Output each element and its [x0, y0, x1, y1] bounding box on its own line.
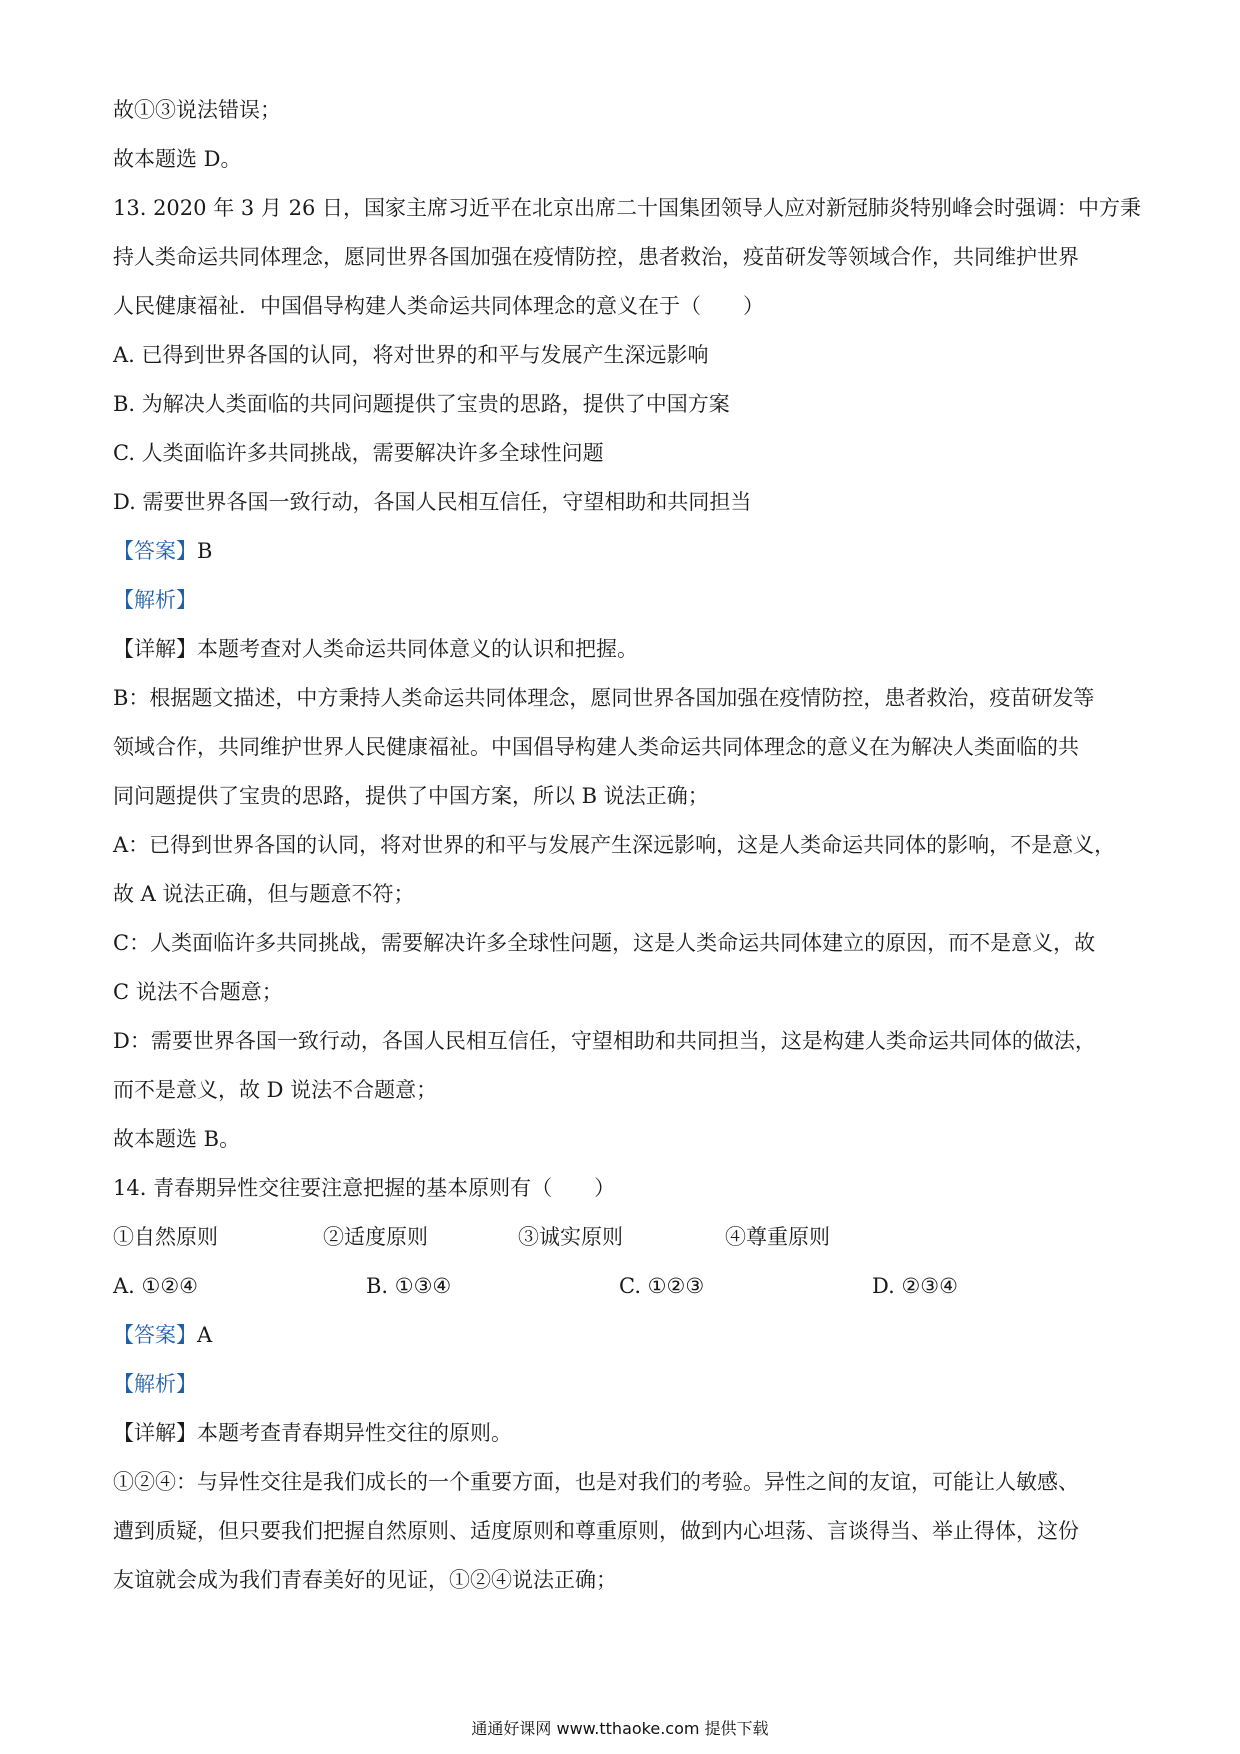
- answer-label: 【答案】: [113, 1323, 197, 1347]
- answer-value: B: [197, 539, 213, 563]
- detail-line: 而不是意义，故 D 说法不合题意；: [113, 1078, 438, 1102]
- question-13-analysis-label: 【解析】: [113, 588, 197, 612]
- detail-line: ①②④：与异性交往是我们成长的一个重要方面，也是对我们的考验。异性之间的友谊，可能让人敏感、: [113, 1470, 1079, 1494]
- question-14-stem: 14. 青春期异性交往要注意把握的基本原则有（ ）: [113, 1176, 616, 1200]
- question-14-item: ③诚实原则: [518, 1225, 623, 1249]
- question-13-option-b: B. 为解决人类面临的共同问题提供了宝贵的思路，提供了中国方案: [113, 392, 730, 416]
- question-13-option-d: D. 需要世界各国一致行动，各国人民相互信任，守望相助和共同担当: [113, 490, 752, 514]
- text-line: 故①③说法错误；: [113, 98, 281, 122]
- question-13-stem: 持人类命运共同体理念，愿同世界各国加强在疫情防控，患者救治，疫苗研发等领域合作，共同维护世界: [113, 245, 1079, 269]
- answer-value: A: [197, 1323, 213, 1347]
- detail-line: C 说法不合题意；: [113, 980, 283, 1004]
- question-14-option-b: B. ①③④: [366, 1274, 452, 1298]
- text-line: 故本题选 D。: [113, 147, 242, 171]
- detail-line: 遭到质疑，但只要我们把握自然原则、适度原则和尊重原则，做到内心坦荡、言谈得当、举止得体，这份: [113, 1519, 1079, 1543]
- question-13-stem: 人民健康福祉．中国倡导构建人类命运共同体理念的意义在于（ ）: [113, 294, 764, 318]
- question-14-item: ①自然原则: [113, 1225, 218, 1249]
- detail-line: C：人类面临许多共同挑战，需要解决许多全球性问题，这是人类命运共同体建立的原因，而不是意义，故: [113, 931, 1096, 955]
- detail-line: 故 A 说法正确，但与题意不符；: [113, 882, 415, 906]
- detail-line: B：根据题文描述，中方秉持人类命运共同体理念，愿同世界各国加强在疫情防控，患者救治，疫苗研发等: [113, 686, 1095, 710]
- answer-label: 【答案】: [113, 539, 197, 563]
- question-14-option-a: A. ①②④: [113, 1274, 198, 1298]
- detail-line: 同问题提供了宝贵的思路，提供了中国方案，所以 B 说法正确；: [113, 784, 709, 808]
- question-14-item: ②适度原则: [323, 1225, 428, 1249]
- detail-line: 友谊就会成为我们青春美好的见证，①②④说法正确；: [113, 1568, 617, 1592]
- question-14-item: ④尊重原则: [725, 1225, 830, 1249]
- question-13-answer: [113, 536, 212, 566]
- page-footer: 通通好课网 www.tthaoke.com 提供下载: [471, 1719, 769, 1738]
- question-14-option-d: D. ②③④: [872, 1274, 958, 1298]
- question-13-option-c: C. 人类面临许多共同挑战，需要解决许多全球性问题: [113, 441, 604, 465]
- detail-line: 故本题选 B。: [113, 1127, 241, 1151]
- question-14-answer: [113, 1320, 212, 1350]
- detail-line: D：需要世界各国一致行动，各国人民相互信任，守望相助和共同担当，这是构建人类命运共同体的做法，: [113, 1029, 1096, 1053]
- detail-line: A：已得到世界各国的认同，将对世界的和平与发展产生深远影响，这是人类命运共同体的影响，不是意义，: [113, 833, 1116, 857]
- question-14-analysis-label: 【解析】: [113, 1372, 197, 1396]
- question-13-stem: 13. 2020 年 3 月 26 日，国家主席习近平在北京出席二十国集团领导人应对新冠肺炎特别峰会时强调：中方秉: [113, 196, 1141, 220]
- detail-line: 领域合作，共同维护世界人民健康福祉。中国倡导构建人类命运共同体理念的意义在为解决人类面临的共: [113, 735, 1079, 759]
- detail-line: 【详解】本题考查青春期异性交往的原则。: [113, 1421, 512, 1445]
- question-13-option-a: A. 已得到世界各国的认同，将对世界的和平与发展产生深远影响: [113, 343, 709, 367]
- detail-line: 【详解】本题考查对人类命运共同体意义的认识和把握。: [113, 637, 638, 661]
- question-14-option-c: C. ①②③: [619, 1274, 705, 1298]
